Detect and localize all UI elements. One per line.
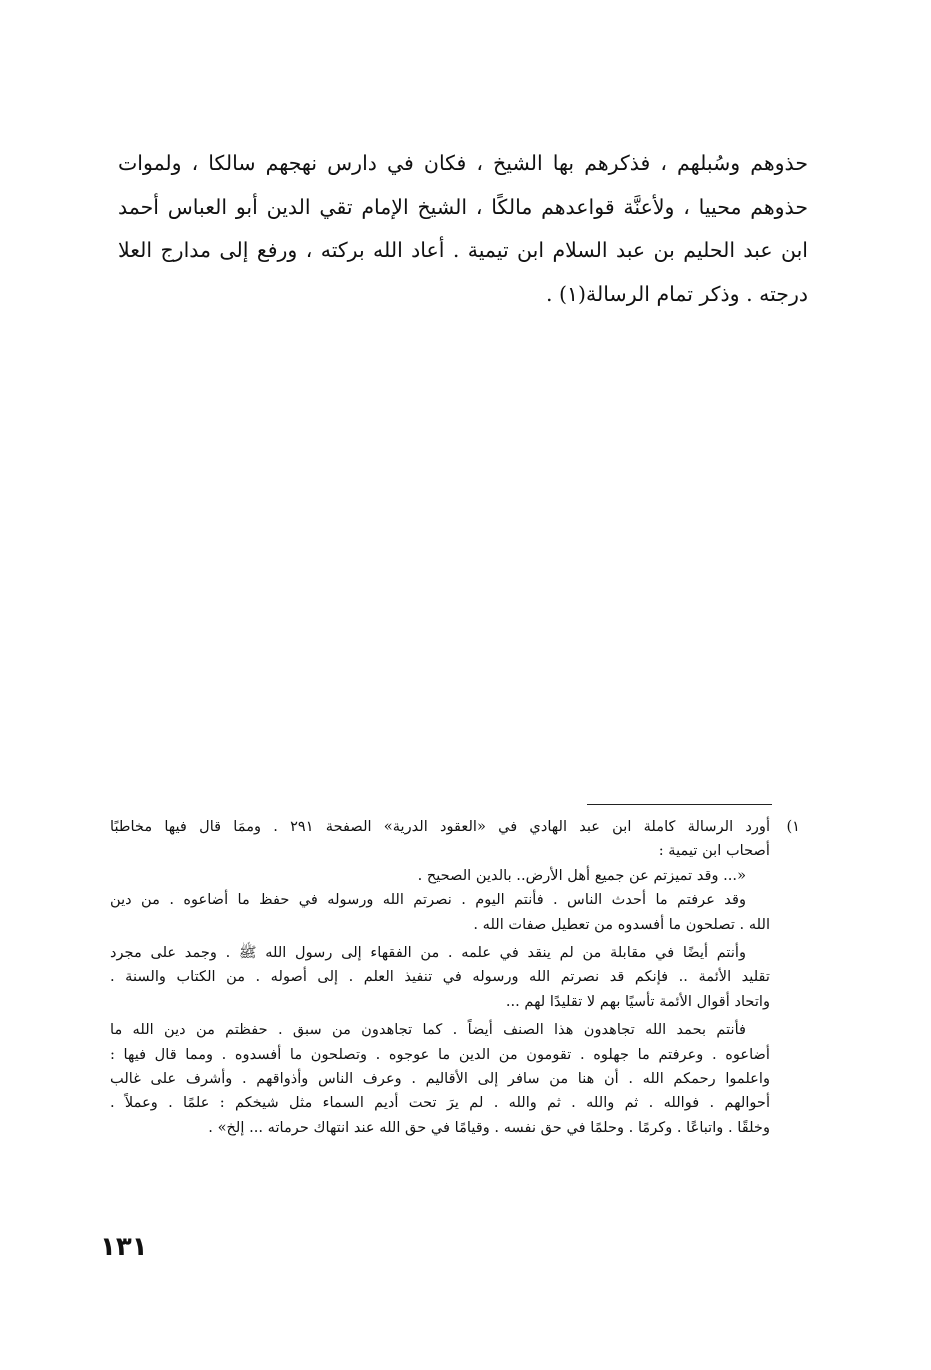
footnote-1 [110,815,800,1140]
body-paragraph [118,142,808,316]
page-number: ١٣١ [100,1232,148,1262]
footnote-line: أضاعوه . وعرفتم ما جهلوه . تقومون من الدين ما عوجوه . وتصلحون ما أفسدوه . ومما قال فيها : [110,1045,770,1063]
footnote-line: تقليد الأئمة .. فإنكم قد نصرتم الله ورسوله في تنفيذ العلم . إلى أصوله . من الكتاب والسنة . [110,968,770,986]
footnote-line: واعلموا رحمكم الله . أن هنا من سافر إلى الأقاليم . وعرف الناس وأذواقهم . وأشرف على غالب [110,1070,770,1088]
body-line: ابن عبد الحليم بن عبد السلام ابن تيمية . أعاد الله بركته ، ورفع إلى مدارج العلا [118,238,808,262]
footnote-line: فأنتم بحمد الله تجاهدون هذا الصنف أيضاً . كما تجاهدون من سبق . حفظتم من دين الله ما [110,1021,746,1039]
footnote-line: وخلقًا . واتباعًا . وكرمًا . وحلمًا في حق نفسه . وقيامًا في حق الله عند انتهاك حرماته ... إلخ» . [208,1118,770,1136]
footnote-line: أورد الرسالة كاملة ابن عبد الهادي في «العقود الدرية» الصفحة ٢٩١ . وممَا قال فيها مخاطبًا [110,818,770,835]
footnote-line: «... وقد تميزتم عن جميع أهل الأرض.. بالدين الصحيح . [417,866,746,884]
footnote-line: وقد عرفتم ما أحدث الناس . فأنتم اليوم . نصرتم الله ورسوله في حفظ ما أضاعوه . من دين [110,891,746,909]
body-line: حذوهم وسُبلهم ، فذكرهم بها الشيخ ، فكان في دارس نهجهم سالكا ، ولموات [118,151,808,175]
body-line: درجته . وذكر تمام الرسالة(١) . [545,281,808,306]
footnote-line: وأنتم أيضًا في مقابلة من لم ينقد في علمه . من الفقهاء إلى رسول الله ﷺ . وجمد على مجرد [110,944,746,962]
footnote-line: الله . تصلحون ما أفسدوه من تعطيل صفات الله . [473,915,770,933]
footnote-separator [587,804,772,805]
footnote-line: أصحاب ابن تيمية : [658,842,770,860]
footnote-line: واتحاد أقوال الأئمة تأسيًا بهم لا تقليدًا لهم ... [505,992,770,1010]
footnotes [110,815,800,1140]
body-line: حذوهم محييا ، ولأعنَّة قواعدهم مالكًا ، الشيخ الإمام تقي الدين أبو العباس أحمد [118,194,808,219]
footnote-number: ١) [786,818,800,835]
footnote-text [110,815,770,1140]
footnote-line: أحوالهم . فوالله . ثم والله . ثم والله . لم يرَ تحت أديم السماء مثل شيخكم : علمًا . وعملاً . [110,1094,770,1112]
